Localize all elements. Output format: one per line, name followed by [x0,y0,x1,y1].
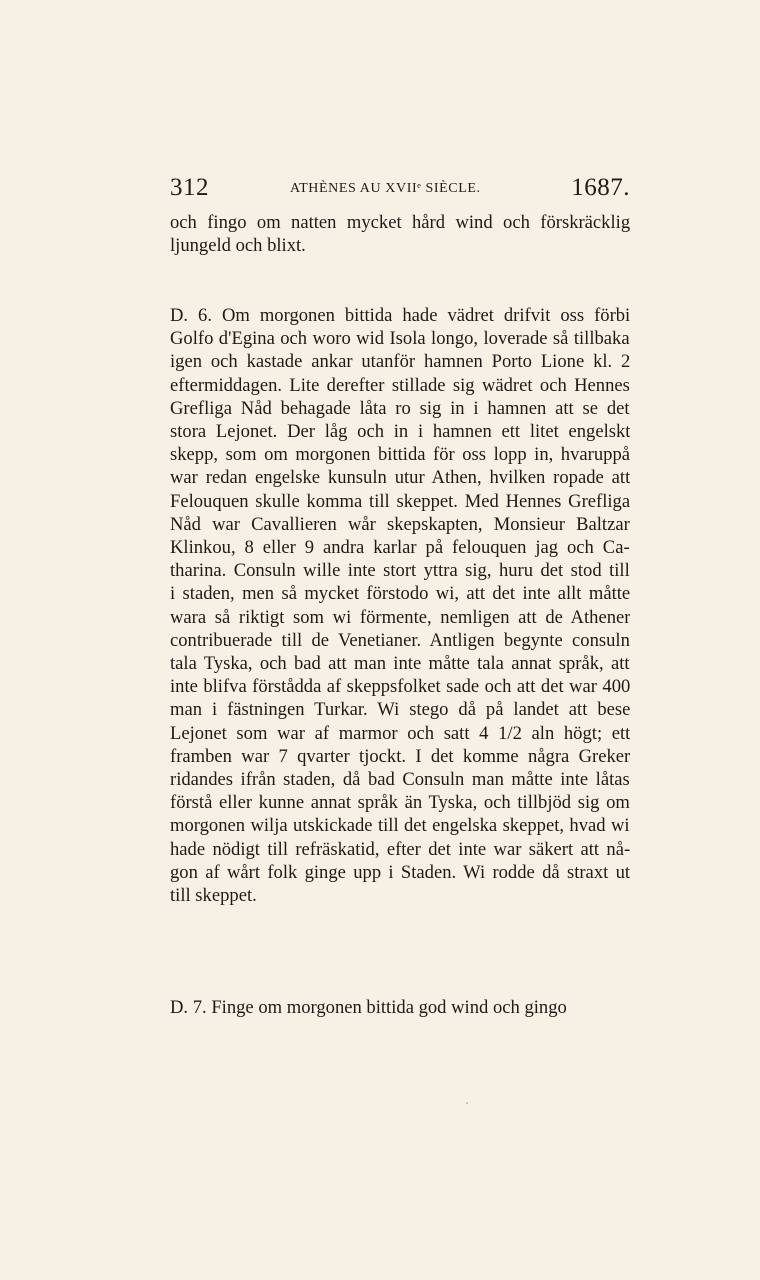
text-line: förstå eller kunne annat språk än Tyska, och tillbjöd sig om [170,792,630,814]
text-line: tharina. Consuln wille inte stort yttra sig, huru det stod till [170,560,630,582]
paragraph [170,211,630,257]
text-line: Nåd war Cavallieren wår skepskapten, Monsieur Baltzar [170,513,630,535]
text-line: tala Tyska, och bad att man inte måtte tala annat språk, att [170,653,630,675]
text-line: och fingo om natten mycket hård wind och förskräcklig [170,212,630,233]
running-title: ATHÈNES AU XVIIᵉ SIÈCLE. [290,181,481,196]
text-line: hade nödigt till refräskatid, efter det inte war säkert att nå- [170,838,630,860]
paper-speck [466,1102,468,1104]
text-line: contribuerade till de Venetianer. Antligen begynte consuln [170,629,630,651]
text-line: inte blifva förstådda af skeppsfolket sade och att det war 400 [170,676,630,698]
text-line: morgonen wilja utskickade till det engelska skeppet, hvad wi [170,815,630,837]
header-year: 1687. [571,174,630,201]
text-line: Felouquen skulle komma till skeppet. Med Hennes Grefliga [170,490,630,512]
text-line: ridandes ifrån staden, då bad Consuln man måtte inte låtas [170,769,630,791]
text-line: eftermiddagen. Lite derefter stillade sig wädret och Hennes [170,374,630,396]
text-line: gon af wårt folk ginge upp i Staden. Wi rodde då straxt ut [170,861,630,883]
text-line: skepp, som om morgonen bittida för oss lopp in, hvaruppå [170,444,630,466]
text-line: Grefliga Nåd behagade låta ro sig in i hamnen att se det [170,397,630,419]
text-line: D. 7. Finge om morgonen bittida god wind och gingo [170,997,567,1018]
text-line: till skeppet. [170,885,257,907]
paragraph [170,996,630,1019]
text-line: wara så riktigt som wi förmente, nemligen att de Athener [170,606,630,628]
text-line: D. 6. Om morgonen bittida hade vädret drifvit oss förbi [170,305,630,326]
text-line: stora Lejonet. Der låg och in i hamnen ett litet engelskt [170,421,630,443]
text-line: framben war 7 qvarter tjockt. I det komme några Greker [170,745,630,767]
text-line: ljungeld och blixt. [170,235,306,257]
page-number: 312 [170,174,209,201]
running-header [170,174,630,210]
text-line: Klinkou, 8 eller 9 andra karlar på felouquen jag och Ca- [170,537,630,559]
text-line: igen och kastade ankar utanför hamnen Porto Lione kl. 2 [170,351,630,373]
text-line: i staden, men så mycket förstodo wi, att det inte allt måtte [170,583,630,605]
text-line: Golfo d'Egina och woro wid Isola longo, loverade så tillbaka [170,328,630,350]
text-line: war redan engelske kunsuln utur Athen, hvilken ropade att [170,467,630,489]
paragraph [170,304,630,907]
text-line: man i fästningen Turkar. Wi stego då på landet att bese [170,699,630,721]
text-line: Lejonet som war af marmor och satt 4 1/2 aln högt; ett [170,722,630,744]
